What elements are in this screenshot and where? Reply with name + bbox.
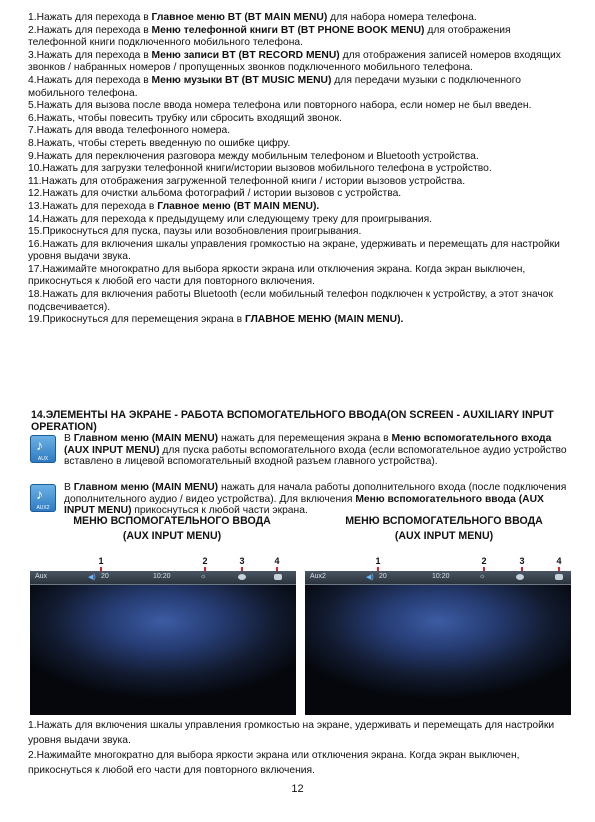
list-item: 17.Нажимайте многократно для выбора яркости экрана или отключения экрана. Когда экран выключен, прикоснуться к любой его части для повторного включения. [28, 263, 526, 288]
marker-4: 4 [271, 556, 283, 566]
button-descriptions-list [28, 12, 572, 327]
brightness-icon[interactable]: ☼ [200, 573, 207, 580]
list-item: 2.Нажать для перехода в Меню телефонной книги BT (BT PHONE BOOK MENU) для отображения телефонной книги подключенного мобильного телефона. [28, 24, 511, 49]
aux2-icon [30, 484, 56, 512]
screen-title-left: МЕНЮ ВСПОМОГАТЕЛЬНОГО ВВОДА (AUX INPUT MENU) [73, 515, 271, 542]
list-item: 8.Нажать, чтобы стереть введенную по ошибке цифру. [28, 137, 291, 149]
volume-icon[interactable]: ◀) [366, 574, 374, 581]
list-item: 9.Нажать для переключения разговора между мобильным телефоном и Bluetooth устройства. [28, 150, 479, 162]
bluetooth-icon[interactable] [238, 574, 246, 580]
marker-1: 1 [95, 556, 107, 566]
aux2-description [28, 482, 574, 517]
home-icon[interactable] [274, 574, 282, 580]
marker-2: 2 [199, 556, 211, 566]
marker-2: 2 [478, 556, 490, 566]
list-item: 4.Нажать для перехода в Меню музыки BT (BT MUSIC MENU) для передачи музыки с подключенного мобильного телефона. [28, 74, 522, 99]
marker-1: 1 [372, 556, 384, 566]
list-item: 11.Нажать для отображения загруженной телефонной книги / истории вызовов устройства. [28, 175, 466, 187]
volume-value: 20 [101, 573, 109, 580]
list-item: 14.Нажать для перехода к предыдущему или следующему треку для проигрывания. [28, 213, 433, 225]
source-label: Aux [35, 573, 48, 580]
aux2-icon-label: AUX2 [36, 505, 50, 511]
volume-icon[interactable]: ◀) [88, 574, 96, 581]
list-item: 2.Нажимайте многократно для выбора яркости экрана или отключения экрана. Когда экран выключен, прикоснуться к любой его части для повторного включения. [28, 750, 520, 776]
section-heading: 14.ЭЛЕМЕНТЫ НА ЭКРАНЕ - РАБОТА ВСПОМОГАТЕЛЬНОГО ВВОДА(ON SCREEN - AUXILIARY INPUT OPERATION) [31, 409, 554, 433]
bluetooth-icon[interactable] [516, 574, 524, 580]
source-label: Aux2 [310, 573, 326, 580]
page-number: 12 [291, 783, 304, 795]
screen-title-right: МЕНЮ ВСПОМОГАТЕЛЬНОГО ВВОДА (AUX INPUT MENU) [345, 515, 543, 542]
clock: 10:20 [432, 573, 450, 580]
aux2-text: В Главном меню (MAIN MENU) нажать для начала работы дополнительного входа (после подключения дополнительного аудио / видео устройства). Для включения Меню вспомогательного ввода (AUX INPUT MENU) прикоснуться к любой части экрана. [64, 482, 567, 517]
marker-4: 4 [553, 556, 565, 566]
volume-value: 20 [379, 573, 387, 580]
aux-icon-label: AUX [37, 456, 49, 462]
clock: 10:20 [153, 573, 171, 580]
video-area[interactable] [30, 585, 296, 715]
aux-input-screen [30, 571, 296, 715]
status-bar [305, 571, 571, 585]
aux-text: В Главном меню (MAIN MENU) нажать для перемещения экрана в Меню вспомогательного входа (AUX INPUT MENU) для пуска работы вспомогательного входа (если вспомогательное аудио устройство вставлено в лицевой вспомогательный входной разъем главного устройства). [64, 433, 567, 468]
list-item: 16.Нажать для включения шкалы управления громкостью на экране, удерживать и перемещать для настройки уровня выдачи звука. [28, 238, 560, 263]
aux2-input-screen [305, 571, 571, 715]
list-item: 19.Прикоснуться для перемещения экрана в ГЛАВНОЕ МЕНЮ (MAIN MENU). [28, 314, 404, 326]
list-item: 1.Нажать для перехода в Главное меню BT (BT MAIN MENU) для набора номера телефона. [28, 12, 477, 23]
aux-icon [30, 435, 56, 463]
aux-description [28, 433, 574, 468]
marker-3: 3 [516, 556, 528, 566]
list-item: 3.Нажать для перехода в Меню записи BT (BT RECORD MENU) для отображения записей номеров входящих звонков / набранных номеров / пропущенных звонков подключенного мобильного телефона. [28, 49, 561, 74]
video-area[interactable] [305, 585, 571, 715]
list-item: 15.Прикоснуться для пуска, паузы или возобновления проигрывания. [28, 226, 362, 238]
jack-icon: ♪ [36, 486, 43, 502]
home-icon[interactable] [555, 574, 563, 580]
list-item: 13.Нажать для перехода в Главное меню (BT MAIN MENU). [28, 200, 320, 212]
screen-notes [28, 718, 572, 778]
list-item: 1.Нажать для включения шкалы управления громкостью на экране, удерживать и перемещать для настройки уровня выдачи звука. [28, 720, 555, 746]
list-item: 10.Нажать для загрузки телефонной книги/истории вызовов мобильного телефона в устройство. [28, 163, 492, 175]
jack-icon: ♪ [36, 437, 43, 453]
list-item: 7.Нажать для ввода телефонного номера. [28, 125, 231, 137]
list-item: 12.Нажать для очистки альбома фотографий / истории вызовов с устройства. [28, 188, 402, 200]
list-item: 18.Нажать для включения работы Bluetooth (если мобильный телефон подключен к устройству, а этот значок подсвечивается). [28, 289, 553, 313]
marker-3: 3 [236, 556, 248, 566]
brightness-icon[interactable]: ☼ [479, 573, 486, 580]
status-bar [30, 571, 296, 585]
list-item: 5.Нажать для вызова после ввода номера телефона или повторного набора, если номер не был введен. [28, 100, 532, 112]
list-item: 6.Нажать, чтобы повесить трубку или сбросить входящий звонок. [28, 112, 342, 124]
